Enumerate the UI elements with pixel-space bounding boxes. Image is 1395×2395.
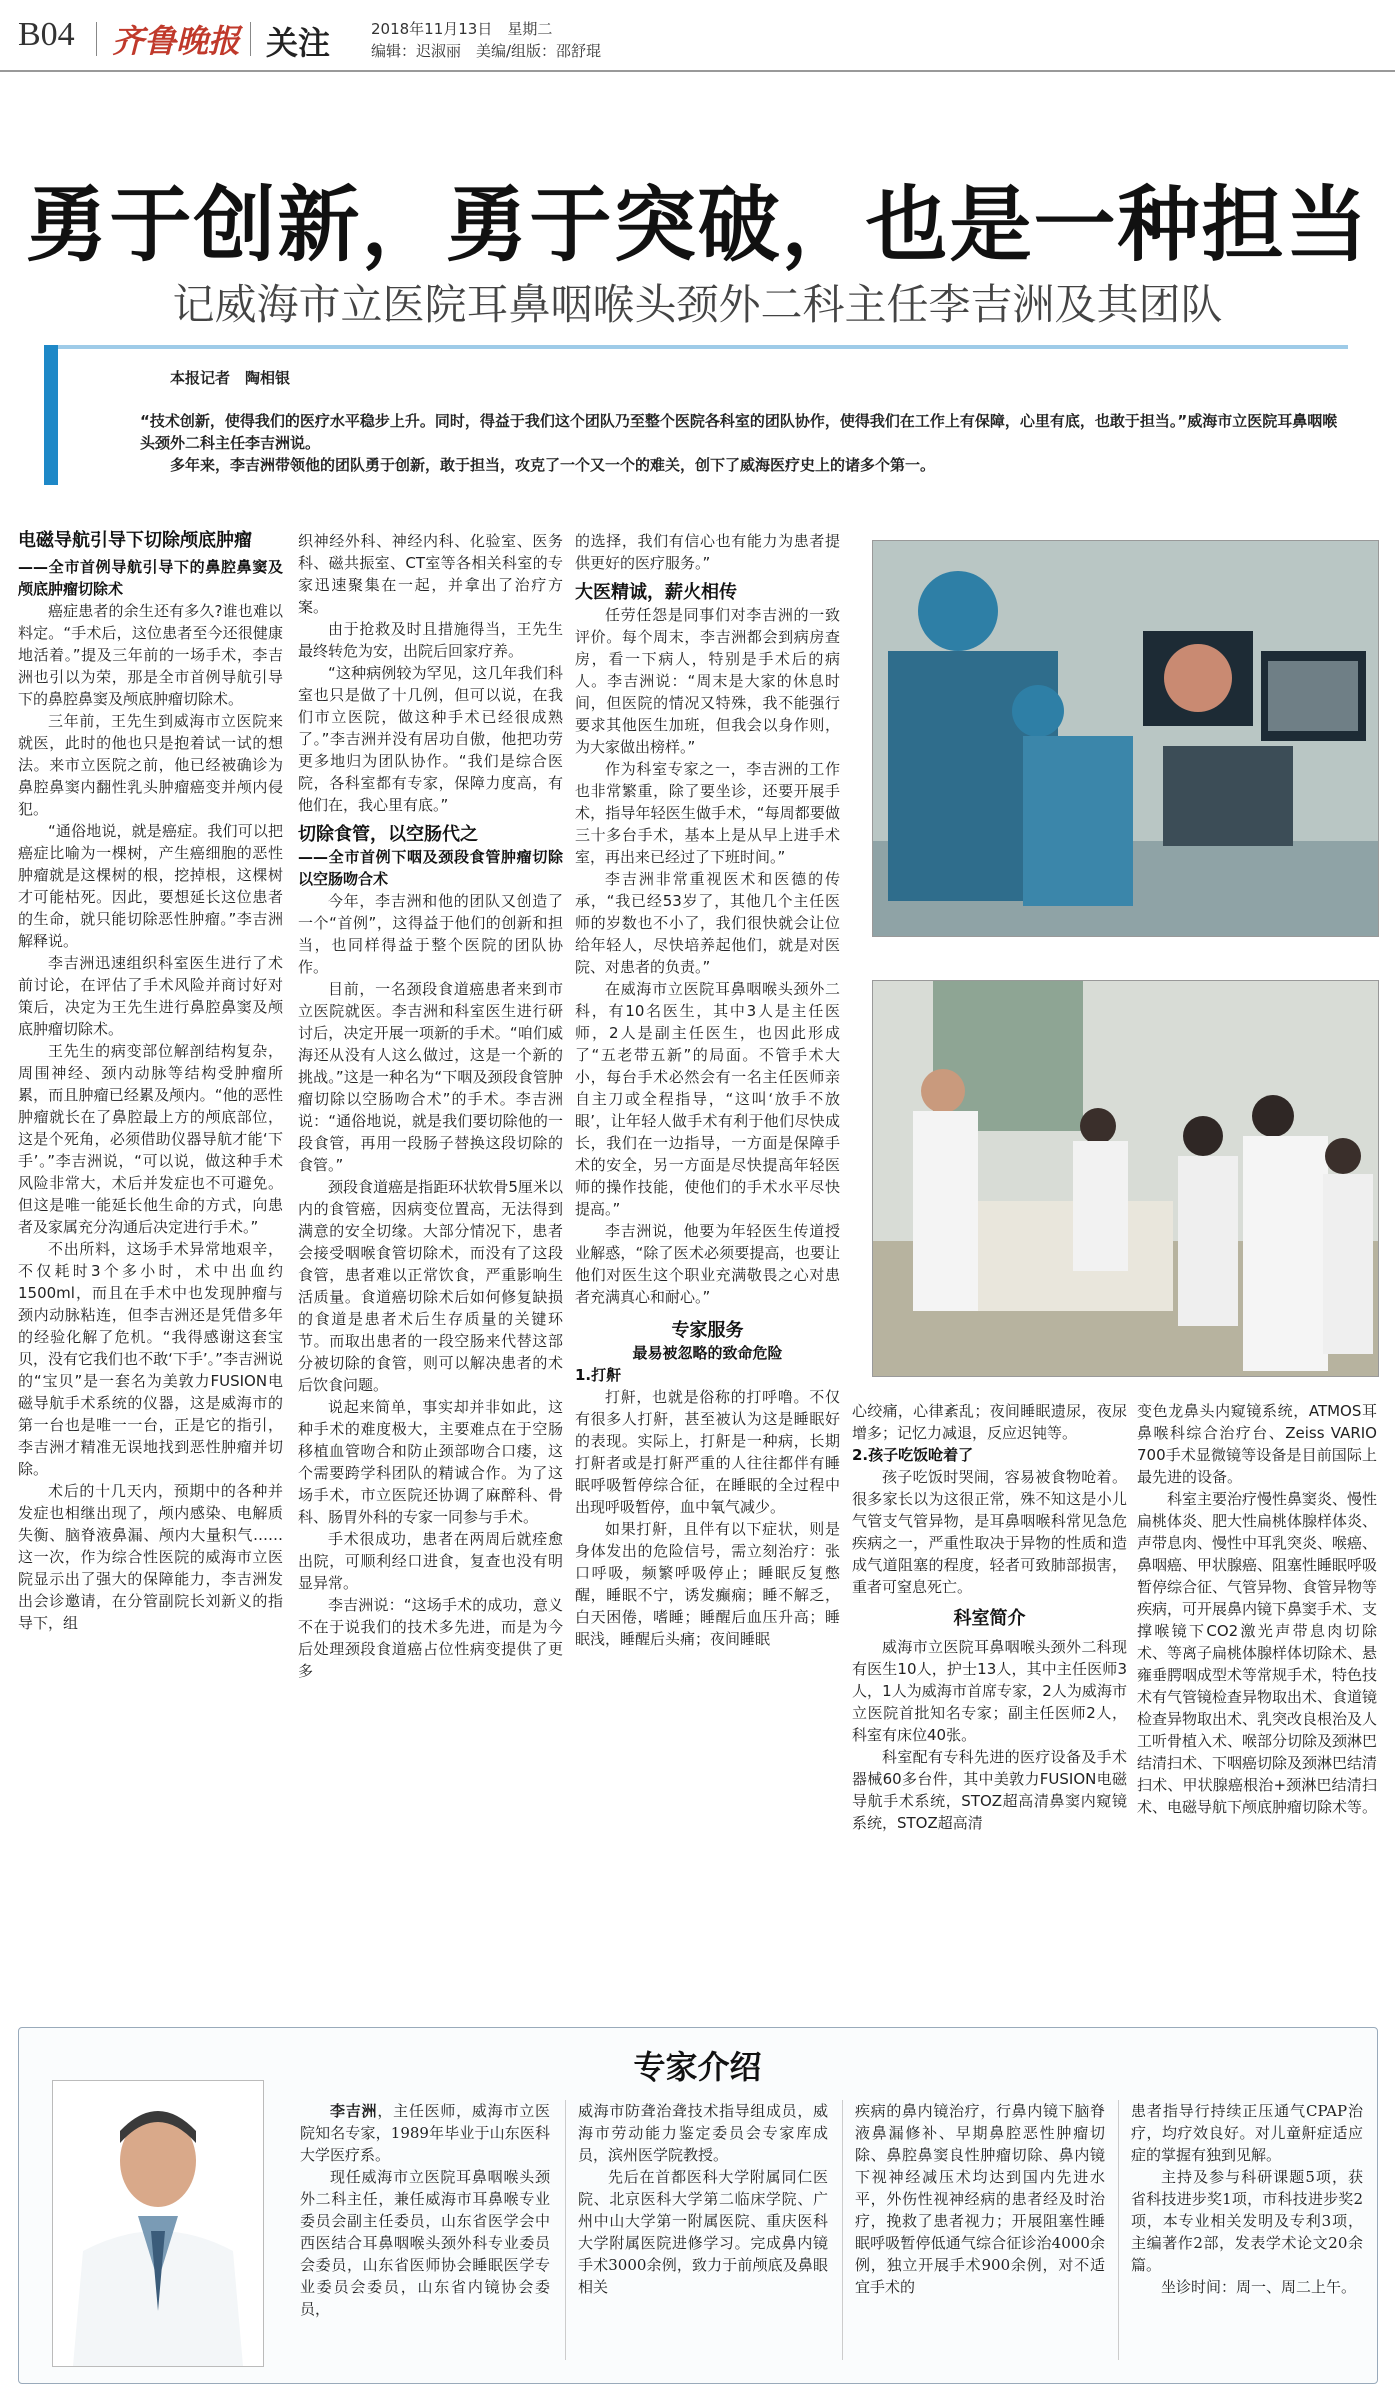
section-name: 关注: [266, 24, 331, 62]
intro-paragraph: “技术创新，使得我们的医疗水平稳步上升。同时，得益于我们这个团队乃至整个医院各科室的团队协作，使得我们在工作上有保障，心里有底，也敢于担当。”威海市立医院耳鼻咽喉头颈外二科主任李吉洲说。: [140, 412, 1338, 452]
paragraph: 打鼾，也就是俗称的打呼噜。不仅有很多人打鼾，甚至被认为这是睡眠好的表现。实际上，打鼾是一种病，长期打鼾者或是打鼾严重的人往往都伴有睡眠呼吸暂停综合征，在睡眠的全过程中出现呼吸暂停，血中氧气减少。: [575, 1388, 840, 1516]
expert-portrait-illustration: [53, 2081, 263, 2366]
subheadline: 记威海市立医院耳鼻咽喉头颈外二科主任李吉洲及其团队: [172, 280, 1223, 329]
expert-bio-text: 疾病的鼻内镜治疗，行鼻内镜下脑脊液鼻漏修补、早期鼻腔恶性肿瘤切除、鼻腔鼻窦良性肿瘤切除、鼻内镜下视神经减压术均达到国内先进水平，外伤性视神经病的患者经及时治疗，挽救了患者视力；开展阻塞性睡眠呼吸暂停低通气综合征诊治4000余例，独立开展手术900余例，对不适宜手术的: [855, 2102, 1105, 2296]
expert-box-title: 专家介绍: [633, 2048, 762, 2086]
expert-clinic-hours: 坐诊时间：周一、周二上午。: [1161, 2278, 1357, 2296]
expert-bio-text: ，主任医师，威海市立医院知名专家，1989年毕业于山东医科大学医疗系。: [300, 2102, 550, 2164]
article-column-5: [1137, 1400, 1377, 2010]
article-column-2: [298, 530, 563, 2010]
surgery-photo-illustration: [873, 541, 1378, 936]
section-heading: 大医精诚，薪火相传: [575, 582, 737, 603]
newspaper-logo: 齐鲁晚报: [112, 22, 241, 60]
paragraph: 目前，一名颈段食道癌患者来到市立医院就医。李吉洲和科室医生进行研讨后，决定开展一项新的手术。“咱们威海还从没有人这么做过，这是一个新的挑战。”这是一种名为“下咽及颈段食管肿瘤切除以空肠吻合术”的手术。李吉洲说：“通俗地说，就是我们要切除他的一段食管，再用一段肠子替换这段切除的食管。”: [298, 980, 563, 1174]
column-rule: [842, 2100, 843, 2360]
surgery-photo: [872, 540, 1379, 937]
editors-line: 编辑：迟淑丽 美编/组版：邵舒琨: [371, 42, 602, 60]
paragraph: 李吉洲说：“这场手术的成功，意义不在于说我们的技术多先进，而是为今后处理颈段食道癌占位性病变提供了更多: [298, 1596, 563, 1680]
date-line: 2018年11月13日 星期二: [371, 20, 553, 38]
paragraph: 心绞痛，心律紊乱；夜间睡眠遗尿，夜尿增多；记忆力减退，反应迟钝等。: [852, 1402, 1127, 1442]
paragraph: “通俗地说，就是癌症。我们可以把癌症比喻为一棵树，产生癌细胞的恶性肿瘤就是这棵树的根，挖掉根，这棵树才可能枯死。因此，要想延长这位患者的生命，就只能切除恶性肿瘤。”李吉洲解释说。: [18, 822, 283, 950]
intro-top-line: [58, 345, 1348, 349]
section-dek: ——全市首例下咽及颈段食管肿瘤切除以空肠吻合术: [298, 848, 563, 888]
section-heading: 电磁导航引导下切除颅底肿瘤: [18, 530, 252, 551]
paragraph: 如果打鼾，且伴有以下症状，则是身体发出的危险信号，需立刻治疗：张口呼吸，频繁呼吸停止；睡眠反复憋醒，睡眠不宁，诱发癫痫；睡不解乏，白天困倦，嗜睡；睡醒后血压升高；睡眠浅，睡醒后头痛；夜间睡眠: [575, 1520, 840, 1648]
paragraph: 作为科室专家之一，李吉洲的工作也非常繁重，除了要坐诊，还要开展手术，指导年轻医生做手术，“每周都要做三十多台手术，基本上是从早上进手术室，再出来已经过了下班时间。”: [575, 760, 840, 866]
section-dek: ——全市首例导航引导下的鼻腔鼻窦及颅底肿瘤切除术: [18, 558, 283, 598]
expert-bio-text: 患者指导行持续正压通气CPAP治疗，均疗效良好。对儿童鼾症适应症的掌握有独到见解。: [1131, 2102, 1363, 2164]
expert-bio-text: 现任威海市立医院耳鼻咽喉头颈外二科主任，兼任威海市耳鼻喉专业委员会副主任委员，山东省医学会中西医结合耳鼻咽喉头颈外科专业委员会委员，山东省医师协会睡眠医学专业委员会委员，山东省内镜协会委员，: [300, 2168, 550, 2318]
expert-bio-column-2: [578, 2100, 828, 2370]
headline: 勇于创新，勇于突破，也是一种担当: [25, 178, 1370, 273]
ward-round-photo: [872, 980, 1379, 1377]
expert-name: 李吉洲: [330, 2102, 378, 2120]
ward-round-illustration: [873, 981, 1378, 1376]
intro-paragraph: 多年来，李吉洲带领他的团队勇于创新，敢于担当，攻克了一个又一个的难关，创下了威海医疗史上的诸多个第一。: [170, 456, 936, 474]
paragraph: 癌症患者的余生还有多久?谁也难以料定。“手术后，这位患者至今还很健康地活着。”提及三年前的一场手术，李吉洲也引以为荣，那是全市首例导航引导下的鼻腔鼻窦及颅底肿瘤切除术。: [18, 602, 283, 708]
paragraph: 手术很成功，患者在两周后就痊愈出院，可顺利经口进食，复查也没有明显异常。: [298, 1530, 563, 1592]
paragraph: “这种病例较为罕见，这几年我们科室也只是做了十几例，但可以说，在我们市立医院，做这种手术已经很成熟了。”李吉洲并没有居功自傲，他把功劳更多地归为团队协作。“我们是综合医院，各科室都有专家，保障力度高，有他们在，我心里有底。”: [298, 664, 563, 814]
paragraph: 术后的十几天内，预期中的各种并发症也相继出现了，颅内感染、电解质失衡、脑脊液鼻漏、颅内大量积气……这一次，作为综合性医院的威海市立医院显示出了强大的保障能力，李吉洲发出会诊邀请，在分管副院长刘新义的指导下，组: [18, 1482, 283, 1632]
article-column-1: [18, 530, 283, 2010]
column-rule: [1118, 2100, 1119, 2360]
paragraph: 科室配有专科先进的医疗设备及手术器械60多台件，其中美敦力FUSION电磁导航手术系统，STOZ超高清鼻窦内窥镜系统，STOZ超高清: [852, 1748, 1127, 1832]
section-heading: 专家服务: [671, 1320, 744, 1341]
expert-bio-column-1: [300, 2100, 550, 2370]
section-subheading: 最易被忽略的致命危险: [632, 1344, 783, 1362]
expert-bio-column-4: [1131, 2100, 1363, 2370]
paragraph: 颈段食道癌是指距环状软骨5厘米以内的食管癌，因病变位置高，无法得到满意的安全切缘。大部分情况下，患者会接受咽喉食管切除术，而没有了这段食管，患者难以正常饮食，严重影响生活质量。食道癌切除术后如何修复缺损的食道是患者术后生存质量的关键环节。而取出患者的一段空肠来代替这部分被切除的食管，则可以解决患者的术后饮食问题。: [298, 1178, 563, 1394]
section-heading: 科室简介: [953, 1608, 1026, 1629]
section-heading: 切除食管，以空肠代之: [298, 824, 478, 845]
paragraph: 科室主要治疗慢性鼻窦炎、慢性扁桃体炎、肥大性扁桃体腺样体炎、声带息肉、慢性中耳乳突炎、喉癌、鼻咽癌、甲状腺癌、阻塞性睡眠呼吸暂停综合征、气管异物、食管异物等疾病，可开展鼻内镜下鼻窦手术、支撑喉镜下CO2激光声带息肉切除术、等离子扁桃体腺样体切除术、悬雍垂腭咽成型术等常规手术，特色技术有气管镜检查异物取出术、食道镜检查异物取出术、乳突改良根治及人工听骨植入术、喉部分切除及颈淋巴结清扫术、下咽癌切除及颈淋巴结清扫术、甲状腺癌根治+颈淋巴结清扫术、电磁导航下颅底肿瘤切除术等。: [1137, 1490, 1377, 1816]
header-rule: [0, 70, 1395, 72]
paragraph: 的选择，我们有信心也有能力为患者提供更好的医疗服务。”: [575, 532, 840, 572]
paragraph: 王先生的病变部位解剖结构复杂，周围神经、颈内动脉等结构受肿瘤所累，而且肿瘤已经累及颅内。“他的恶性肿瘤就长在了鼻腔最上方的颅底部位，这是个死角，必须借助仪器导航才能‘下手’。”李吉洲说，“可以说，做这种手术风险非常大，术后并发症也不可避免。但这是唯一能延长他生命的方式，向患者及家属充分沟通后决定进行手术。”: [18, 1042, 283, 1236]
divider: [96, 22, 97, 56]
paragraph: 由于抢救及时且措施得当，王先生最终转危为安，出院后回家疗养。: [298, 620, 563, 660]
paragraph: 李吉洲说，他要为年轻医生传道授业解惑，“除了医术必须要提高，也要让他们对医生这个职业充满敬畏之心对患者充满真心和耐心。”: [575, 1222, 840, 1306]
paragraph: 今年，李吉洲和他的团队又创造了一个“首例”，这得益于他们的创新和担当，也同样得益于整个医院的团队协作。: [298, 892, 563, 976]
paragraph: 任劳任怨是同事们对李吉洲的一致评价。每个周末，李吉洲都会到病房查房，看一下病人，特别是手术后的病人。李吉洲说：“周末是大家的休息时间，但医院的情况又特殊，我不能强行要求其他医生加班，但我会以身作则，为大家做出榜样。”: [575, 606, 840, 756]
paragraph: 说起来简单，事实却并非如此，这种手术的难度极大，主要难点在于空肠移植血管吻合和防止颈部吻合口瘘，这个需要跨学科团队的精诚合作。为了这场手术，市立医院还协调了麻醉科、骨科、肠胃外科的专家一同参与手术。: [298, 1398, 563, 1526]
article-column-4: [852, 1400, 1127, 2010]
paragraph: 不出所料，这场手术异常地艰辛，不仅耗时3个多小时，术中出血约1500ml，而且在手术中也发现肿瘤与颈内动脉粘连，但李吉洲还是凭借多年的经验化解了危机。“我得感谢这套宝贝，没有它我们也不敢‘下手’。”李吉洲说的“宝贝”是一套名为美敦力FUSION电磁导航手术系统的仪器，这是威海市的第一台也是唯一一台，正是它的指引，李吉洲才精准无误地找到恶性肿瘤并切除。: [18, 1240, 283, 1478]
paragraph: 变色龙鼻头内窥镜系统，ATMOS耳鼻喉科综合治疗台、Zeiss VARIO 700手术显微镜等设备是目前国际上最先进的设备。: [1137, 1402, 1377, 1486]
expert-bio-text: 主持及参与科研课题5项，获省科技进步奖1项，市科技进步奖2项，本专业相关发明及专利3项，主编著作2部，发表学术论文20余篇。: [1131, 2168, 1363, 2274]
divider: [250, 22, 251, 56]
paragraph: 威海市立医院耳鼻咽喉头颈外二科现有医生10人，护士13人，其中主任医师3人，1人为威海市首席专家，2人为威海市立医院首批知名专家；副主任医师2人，科室有床位40张。: [852, 1638, 1127, 1744]
page-number: B04: [18, 16, 75, 53]
paragraph: 在威海市立医院耳鼻咽喉头颈外二科，有10名医生，其中3人是主任医师，2人是副主任医生，也因此形成了“五老带五新”的局面。不管手术大小，每台手术必然会有一名主任医师亲自主刀或全程指导，“这叫‘放手不放眼’，让年轻人做手术有利于他们尽快成长，我们在一边指导，一方面是保障手术的安全，另一方面是尽快提高年轻医师的操作技能，使他们的手术水平尽快提高。”: [575, 980, 840, 1218]
reporter-byline: 本报记者 陶相银: [170, 369, 291, 387]
paragraph: 孩子吃饭时哭闹，容易被食物呛着。很多家长以为这很正常，殊不知这是小儿气管支气管异物，是耳鼻咽喉科常见急危疾病之一，严重性取决于异物的性质和造成气道阻塞的程度，轻者可致肺部损害，重者可窒息死亡。: [852, 1468, 1127, 1596]
expert-portrait: [52, 2080, 264, 2367]
paragraph: 李吉洲非常重视医术和医德的传承，“我已经53岁了，其他几个主任医师的岁数也不小了，我们很快就会让位给年轻人，尽快培养起他们，就是对医院、对患者的负责。”: [575, 870, 840, 976]
paragraph: 三年前，王先生到威海市立医院来就医，此时的他也只是抱着试一试的想法。来市立医院之前，他已经被确诊为鼻腔鼻窦内翻性乳头肿瘤癌变并颅内侵犯。: [18, 712, 283, 818]
list-item-heading: 1.打鼾: [575, 1366, 622, 1384]
paragraph: 织神经外科、神经内科、化验室、医务科、磁共振室、CT室等各相关科室的专家迅速聚集在一起，并拿出了治疗方案。: [298, 532, 563, 616]
expert-bio-text: 先后在首都医科大学附属同仁医院、北京医科大学第二临床学院、广州中山大学第一附属医院、重庆医科大学附属医院进修学习。完成鼻内镜手术3000余例，致力于前颅底及鼻眼相关: [578, 2168, 828, 2296]
column-rule: [565, 2100, 566, 2360]
paragraph: 李吉洲迅速组织科室医生进行了术前讨论，在评估了手术风险并商讨好对策后，决定为王先生进行鼻腔鼻窦及颅底肿瘤切除术。: [18, 954, 283, 1038]
list-item-heading: 2.孩子吃饭呛着了: [852, 1446, 974, 1464]
expert-bio-column-3: [855, 2100, 1105, 2370]
intro-accent-bar: [44, 345, 58, 485]
expert-bio-text: 威海市防聋治聋技术指导组成员，威海市劳动能力鉴定委员会专家库成员，滨州医学院教授。: [578, 2102, 828, 2164]
article-column-3: [575, 530, 840, 2010]
